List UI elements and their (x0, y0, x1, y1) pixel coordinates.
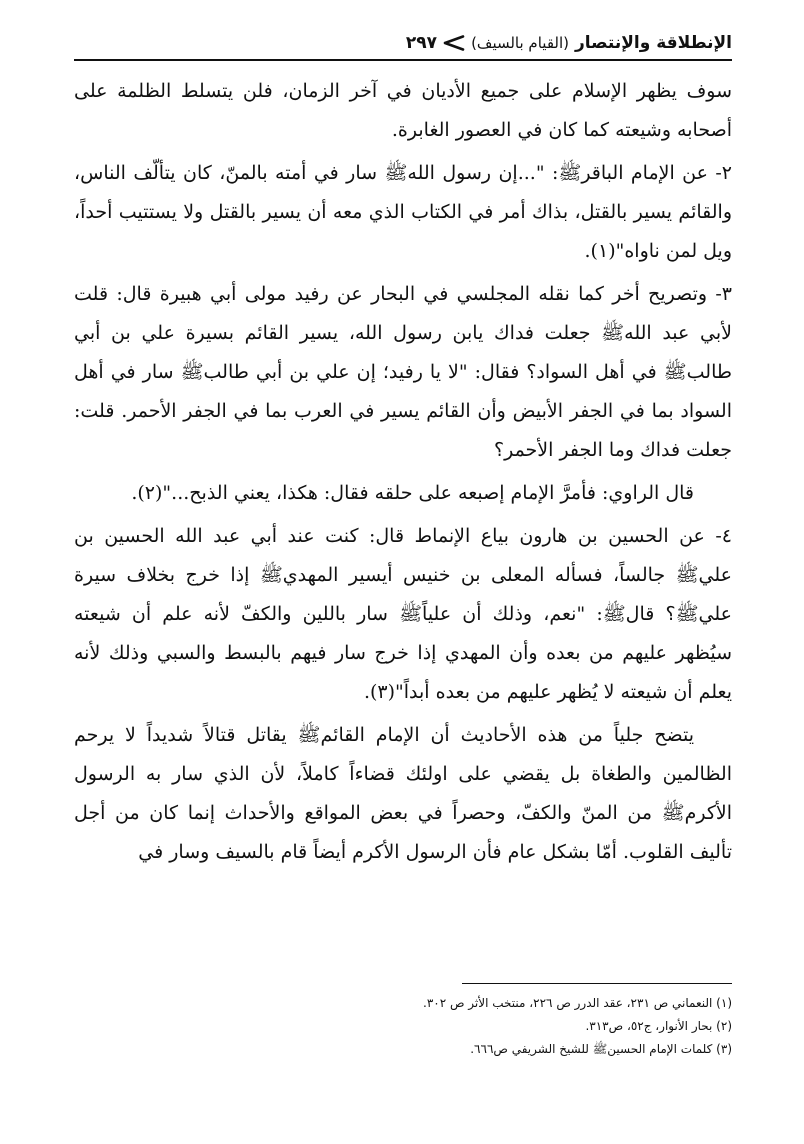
paragraph: يتضح جلياً من هذه الأحاديث أن الإمام القائمﷺ يقاتل قتالاً شديداً لا يرحم الظالمين والطغاة بل يقضي على اولئك قضاءاً كاملاً، لأن الذي سار به الرسول الأكرمﷺ من المنّ والكفّ، وحصراً في بعض المواقع والأحداث إنما كان من أجل تأليف القلوب. أمّا بشكل عام فأن الرسول الأكرم أيضاً قام بالسيف وسار في (74, 724, 732, 863)
paragraph: سوف يظهر الإسلام على جميع الأديان في آخر الزمان، فلن يتسلط الظلمة على أصحابه وشيعته كما كان في العصور الغابرة. (74, 80, 732, 141)
footnote: (٣) كلمات الإمام الحسينﷺ للشيخ الشريفي ص٦٦٦. (470, 1042, 732, 1056)
header-rule (74, 59, 732, 61)
paragraph: ٣- وتصريح أخر كما نقله المجلسي في البحار عن رفيد مولى أبي هبيرة قال: قلت لأبي عبد اللهﷺ جعلت فداك يابن رسول الله، يسير القائم بسيرة علي بن أبي طالبﷺ في أهل السواد؟ فقال: "لا يا رفيد؛ إن علي بن أبي طالبﷺ سار في أهل السواد بما في الجفر الأبيض وأن القائم يسير في العرب بما في الجفر الأحمر. قلت: جعلت فداك وما الجفر الأحمر؟ (74, 283, 732, 461)
chevron-arrow-icon (443, 35, 465, 51)
chapter-title: (القيام بالسيف) (471, 34, 569, 52)
paragraph: ٤- عن الحسين بن هارون بياع الإنماط قال: كنت عند أبي عبد الله الحسين بن عليﷺ جالساً، فسأله المعلى بن خنيس أيسير المهديﷺ إذا خرج بخلاف سيرة عليﷺ؟ قالﷺ: "نعم، وذلك أن علياًﷺ سار باللين والكفّ لأنه علم أن شيعته سيُظهر عليهم من بعده وأن المهدي إذا خرج سار فيهم بالبسط والسبي وذلك لأنه يعلم أن شيعته لا يُظهر عليهم من بعده أبداً"(٣). (74, 525, 732, 703)
body-text (74, 72, 732, 876)
book-title: الإنطلاقة والإنتصار (575, 33, 732, 53)
footnotes (74, 992, 732, 1061)
footnote: (٢) بحار الأنوار، ج٥٢، ص٣١٣. (585, 1019, 732, 1033)
running-header (74, 30, 732, 56)
paragraph: ٢- عن الإمام الباقرﷺ: "...إن رسول اللهﷺ سار في أمته بالمنّ، كان يتألّف الناس، والقائم يسير بالقتل، بذاك أمر في الكتاب الذي معه أن يسير بالقتل ولا يستتيب أحداً، ويل لمن ناواه"(١). (74, 162, 732, 262)
footnote: (١) النعماني ص ٢٣١، عقد الدرر ص ٢٢٦، منتخب الأثر ص ٣٠٢. (423, 996, 732, 1010)
paragraph: قال الراوي: فأمرَّ الإمام إصبعه على حلقه فقال: هكذا، يعني الذبح..."(٢). (131, 482, 694, 504)
page-number: ٢٩٧ (405, 33, 438, 53)
footnote-rule (462, 983, 732, 984)
